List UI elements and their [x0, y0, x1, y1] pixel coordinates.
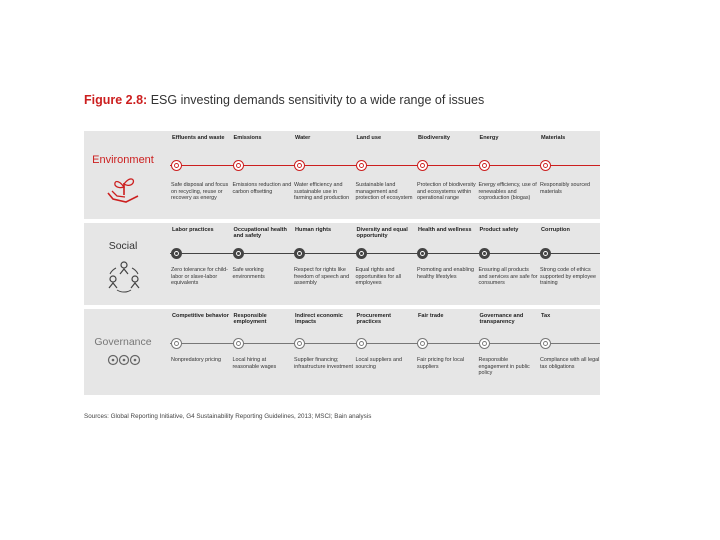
issue-column [232, 131, 293, 219]
tax-icon [540, 338, 551, 349]
issue-column [293, 309, 354, 395]
environment-band [84, 131, 600, 219]
leaf-icon [417, 160, 428, 171]
waste-icon [171, 160, 182, 171]
issue-description: Local hiring at reasonable wages [232, 357, 277, 370]
light-bulb-icon [479, 160, 490, 171]
issue-description: Compliance with all legal tax obligations [540, 357, 600, 370]
issue-description: Equal rights and opportunities for all employees [355, 267, 402, 286]
social-band [84, 223, 600, 305]
issue-title: Labor practices [172, 227, 214, 233]
issue-title: Water [295, 135, 311, 141]
issue-title: Diversity and equal opportunity [356, 227, 408, 240]
issue-description: Safe working environments [232, 267, 265, 280]
sources-note: Sources: Global Reporting Initiative, G4 Sustainability Reporting Guidelines, 2013; MSCI; Bain analysis [84, 413, 372, 420]
building-icon [479, 338, 490, 349]
issue-column [478, 131, 539, 219]
issue-title: Health and wellness [418, 227, 472, 233]
issue-column [539, 223, 600, 305]
issue-column [478, 223, 539, 305]
issue-description: Water efficiency and sustainable use in farming and production [294, 182, 350, 201]
environment-issues [170, 131, 600, 219]
issue-description: Respect for rights like freedom of speech and assembly [294, 267, 350, 286]
issue-description: Emissions reduction and carbon offsetting [232, 182, 292, 195]
issue-column [416, 309, 477, 395]
fair-trade-icon [417, 338, 428, 349]
issue-description: Supplier financing; infrastructure investment [294, 357, 354, 370]
briefcase-icon [233, 338, 244, 349]
issue-column [293, 131, 354, 219]
issue-description: Fair pricing for local suppliers [417, 357, 465, 370]
issue-column [416, 223, 477, 305]
issue-column [355, 131, 416, 219]
issue-column [170, 309, 231, 395]
land-icon [356, 160, 367, 171]
issue-column [232, 309, 293, 395]
issue-title: Product safety [479, 227, 519, 233]
issue-title: Responsible employment [233, 313, 267, 326]
issue-column [539, 131, 600, 219]
issue-column [170, 223, 231, 305]
issue-column [416, 131, 477, 219]
issue-description: Protection of biodiversity and ecosystems within operational range [417, 182, 476, 201]
issue-description: Promoting and enabling healthy lifestyles [417, 267, 474, 280]
issue-title: Competitive behavior [172, 313, 229, 319]
figure-title [84, 93, 484, 107]
cart-icon [356, 338, 367, 349]
people-circle-icon [104, 259, 144, 293]
heartbeat-icon [417, 248, 428, 259]
social-issues [170, 223, 600, 305]
issue-description: Zero tolerance for child-labor or slave-labor equivalents [171, 267, 228, 286]
issue-title: Materials [541, 135, 566, 141]
social-label: Social [108, 240, 138, 252]
esg-figure [84, 131, 600, 395]
connected-circles-icon [104, 353, 144, 367]
issue-description: Responsibly sourced materials [540, 182, 591, 195]
issue-description: Sustainable land management and protection of ecosystem [355, 182, 413, 201]
issue-title: Fair trade [418, 313, 444, 319]
speech-icon [294, 248, 305, 259]
handshake-icon [540, 248, 551, 259]
figure-title-text: ESG investing demands sensitivity to a wide range of issues [150, 93, 485, 107]
issue-description: Responsible engagement in public policy [478, 357, 530, 376]
issue-title: Effluents and waste [172, 135, 225, 141]
issue-title: Procurement practices [356, 313, 392, 326]
issue-column [170, 131, 231, 219]
issue-description: Ensuring all products and services are safe for consumers [478, 267, 538, 286]
factory-icon [233, 160, 244, 171]
issue-column [355, 223, 416, 305]
issue-title: Biodiversity [418, 135, 451, 141]
hands-with-plant-icon [104, 173, 144, 207]
issue-title: Corruption [541, 227, 570, 233]
governance-band [84, 309, 600, 395]
issue-description: Energy efficiency, use of renewables and coproduction (biogas) [478, 182, 537, 201]
issue-title: Emissions [233, 135, 262, 141]
issue-description: Safe disposal and focus on recycling, reuse or recovery as energy [171, 182, 229, 201]
social-label-area [84, 223, 164, 305]
environment-label-area [84, 131, 164, 219]
issue-description: Local suppliers and sourcing [355, 357, 402, 370]
shield-icon [479, 248, 490, 259]
issue-title: Tax [541, 313, 551, 319]
figure-label: Figure 2.8: [84, 93, 148, 107]
governance-issues [170, 309, 600, 395]
issue-title: Indirect economic impacts [295, 313, 343, 326]
issue-description: Strong code of ethics supported by employee training [540, 267, 597, 286]
issue-column [355, 309, 416, 395]
governance-label: Governance [94, 336, 152, 348]
issue-title: Governance and transparency [479, 313, 524, 326]
issue-column [232, 223, 293, 305]
issue-column [293, 223, 354, 305]
issue-title: Occupational health and safety [233, 227, 287, 240]
issue-column [539, 309, 600, 395]
group-icon [356, 248, 367, 259]
governance-label-area [84, 309, 164, 395]
issue-title: Energy [479, 135, 499, 141]
issue-title: Land use [356, 135, 382, 141]
balance-icon [171, 338, 182, 349]
materials-icon [540, 160, 551, 171]
issue-title: Human rights [295, 227, 332, 233]
environment-label: Environment [92, 154, 154, 166]
issue-description: Nonpredatory pricing [171, 357, 222, 363]
water-drop-icon [294, 160, 305, 171]
chart-icon [294, 338, 305, 349]
labor-icon [171, 248, 182, 259]
issue-column [478, 309, 539, 395]
hard-hat-icon [233, 248, 244, 259]
